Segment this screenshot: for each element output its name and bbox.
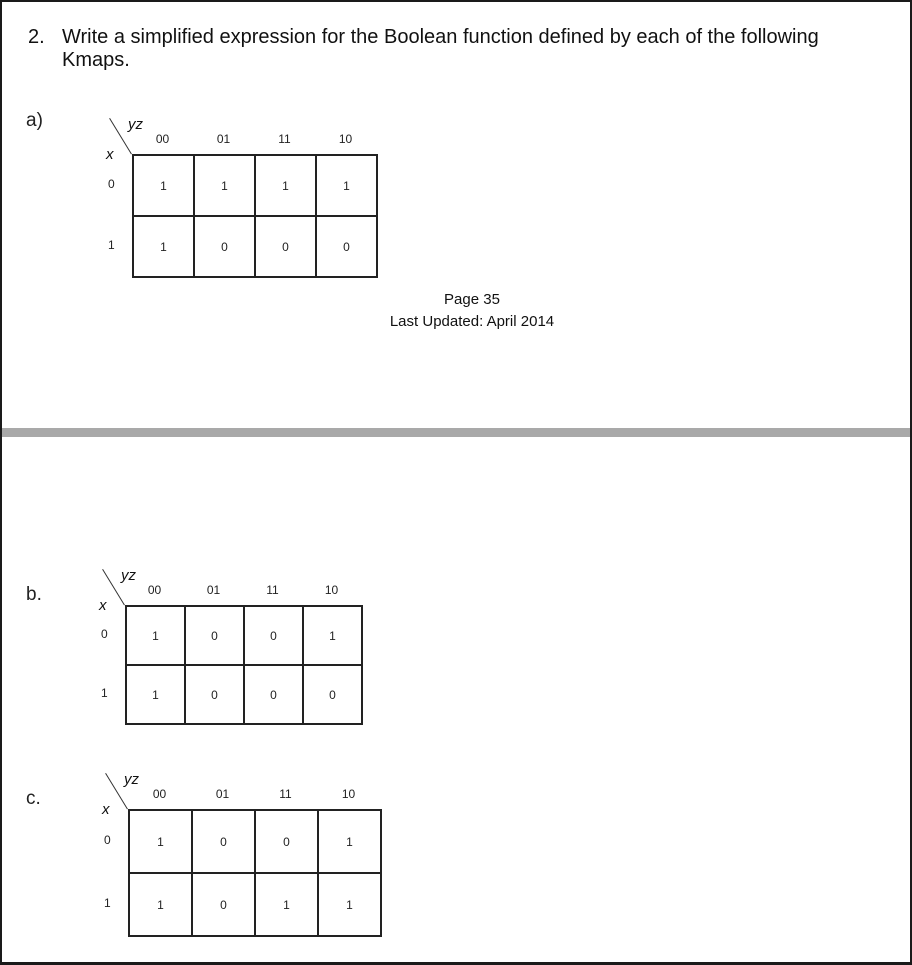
kmap-column-header: 10 bbox=[341, 787, 356, 801]
kmap-column-header: 01 bbox=[215, 787, 230, 801]
kmap-cell: 0 bbox=[185, 665, 244, 724]
kmap-row-variable: x bbox=[102, 801, 110, 818]
kmap-cell: 0 bbox=[194, 216, 255, 277]
kmap-column-variable: yz bbox=[124, 771, 139, 788]
part-c-label: c. bbox=[26, 788, 41, 809]
kmap-cell: 0 bbox=[255, 810, 318, 873]
kmap-cell: 0 bbox=[255, 216, 316, 277]
kmap-cell: 0 bbox=[244, 665, 303, 724]
kmap-cell: 0 bbox=[192, 810, 255, 873]
footer-last-updated: Last Updated: April 2014 bbox=[389, 313, 555, 330]
kmap-column-header: 01 bbox=[206, 583, 221, 597]
kmap-cell: 0 bbox=[192, 873, 255, 936]
kmap-column-header: 01 bbox=[216, 132, 231, 146]
kmap-row-header: 1 bbox=[101, 685, 108, 700]
kmap-row-header: 1 bbox=[104, 895, 111, 910]
kmap-cell: 1 bbox=[126, 606, 185, 665]
kmap-cell: 1 bbox=[316, 155, 377, 216]
kmap-column-variable: yz bbox=[128, 116, 143, 133]
kmap-cell: 1 bbox=[126, 665, 185, 724]
kmap-cell: 1 bbox=[133, 155, 194, 216]
kmap-cell: 1 bbox=[255, 155, 316, 216]
document-page bbox=[2, 2, 910, 962]
kmap-cell: 0 bbox=[303, 665, 362, 724]
kmap-cell: 1 bbox=[318, 873, 381, 936]
kmap-column-header: 11 bbox=[279, 787, 292, 801]
kmap-row-header: 0 bbox=[104, 832, 111, 847]
kmap-cell: 1 bbox=[318, 810, 381, 873]
kmap-cell: 1 bbox=[255, 873, 318, 936]
kmap-grid bbox=[132, 154, 378, 278]
kmap-column-header: 10 bbox=[324, 583, 339, 597]
kmap-column-variable: yz bbox=[121, 567, 136, 584]
part-a-label: a) bbox=[26, 110, 43, 131]
footer-page-number: Page 35 bbox=[444, 291, 500, 308]
kmap-row-header: 1 bbox=[108, 237, 115, 252]
kmap-grid bbox=[128, 809, 382, 937]
kmap-column-header: 00 bbox=[152, 787, 167, 801]
kmap-column-header: 11 bbox=[266, 583, 279, 597]
kmap-cell: 1 bbox=[129, 873, 192, 936]
kmap-cell: 0 bbox=[185, 606, 244, 665]
kmap-column-header: 00 bbox=[147, 583, 162, 597]
kmap-row-variable: x bbox=[99, 597, 107, 614]
kmap-cell: 1 bbox=[194, 155, 255, 216]
part-b-label: b. bbox=[26, 584, 42, 605]
question-line-2: Kmaps. bbox=[62, 49, 130, 71]
kmap-grid bbox=[125, 605, 363, 725]
kmap-cell: 1 bbox=[303, 606, 362, 665]
question-number: 2. bbox=[28, 26, 45, 48]
kmap-column-header: 11 bbox=[278, 132, 291, 146]
kmap-column-header: 00 bbox=[155, 132, 170, 146]
kmap-row-header: 0 bbox=[108, 176, 115, 191]
kmap-cell: 1 bbox=[133, 216, 194, 277]
kmap-row-variable: x bbox=[106, 146, 114, 163]
kmap-row-header: 0 bbox=[101, 626, 108, 641]
kmap-cell: 1 bbox=[129, 810, 192, 873]
kmap-column-header: 10 bbox=[338, 132, 353, 146]
page-divider bbox=[2, 428, 910, 437]
kmap-cell: 0 bbox=[244, 606, 303, 665]
kmap-cell: 0 bbox=[316, 216, 377, 277]
question-line-1: Write a simplified expression for the Boolean function defined by each of the following bbox=[62, 26, 819, 48]
